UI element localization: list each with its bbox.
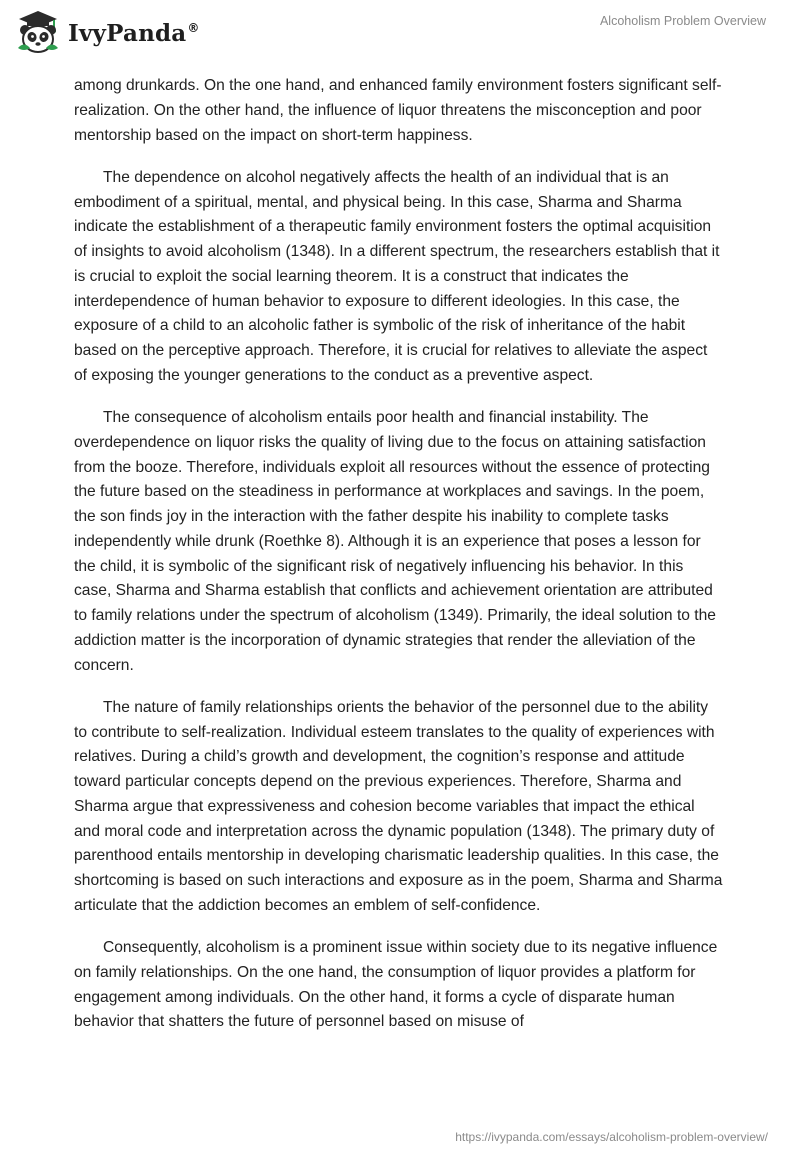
page-header	[0, 0, 800, 70]
panda-graduate-icon	[14, 8, 62, 56]
source-url-link[interactable]: https://ivypanda.com/essays/alcoholism-problem-overview/	[455, 1130, 768, 1144]
paragraph: The nature of family relationships orients the behavior of the personnel due to the ability to contribute to self-realization. Individual esteem translates to the quality of experiences with relatives. During a child’s growth and development, the cognition’s response and attitude toward particular concepts depend on the previous experiences. Therefore, Sharma and Sharma argue that expressiveness and cohesion become variables that impact the ethical and moral code and interpretation across the dynamic population (1348). The primary duty of parenthood entails mentorship in developing charismatic leadership qualities. In this case, the shortcoming is based on such interactions and exposure as in the poem, Sharma and Sharma articulate that the addiction becomes an emblem of self-confidence.	[74, 698, 723, 914]
brand-name: IvyPanda®	[68, 19, 200, 47]
essay-body	[74, 74, 724, 1053]
paragraph: The consequence of alcoholism entails poor health and financial instability. The overdependence on liquor risks the quality of living due to the focus on attaining satisfaction from the booze. Therefore, individuals exploit all resources without the essence of protecting the future based on the steadiness in performance at workplaces and savings. In the poem, the son finds joy in the interaction with the father despite his inability to complete tasks independently while drunk (Roethke 8). Although it is an experience that poses a lesson for the child, it is symbolic of the significant risk of negatively influencing his behavior. In this case, Sharma and Sharma establish that conflicts and achievement orientation are attributed to family relations under the spectrum of alcoholism (1349). Primarily, the ideal solution to the addiction matter is the incorporation of dynamic strategies that render the alleviation of the concern.	[74, 409, 716, 674]
ivypanda-logo[interactable]	[14, 6, 200, 58]
document-title: Alcoholism Problem Overview	[599, 14, 766, 28]
registered-mark: ®	[187, 20, 200, 35]
paragraph-continuation: among drunkards. On the one hand, and enhanced family environment fosters significant self-realization. On the other hand, the influence of liquor threatens the misconception and poor mentorship based on the impact on short-term happiness.	[74, 77, 722, 144]
paragraph: The dependence on alcohol negatively affects the health of an individual that is an embodiment of a spiritual, mental, and physical being. In this case, Sharma and Sharma indicate the establishment of a therapeutic family environment fosters the optimal acquisition of insights to avoid alcoholism (1348). In a different spectrum, the researchers establish that it is crucial to exploit the social learning theorem. It is a construct that indicates the interdependence of human behavior to exposure to different ideologies. In this case, the exposure of a child to an alcoholic father is symbolic of the risk of inheritance of the habit based on the perceptive approach. Therefore, it is crucial for relatives to alleviate the aspect of exposing the younger generations to the conduct as a preventive aspect.	[74, 168, 720, 384]
paragraph: Consequently, alcoholism is a prominent issue within society due to its negative influence on family relationships. On the one hand, the consumption of liquor provides a platform for engagement among individuals. On the other hand, it forms a cycle of disparate human behavior that shatters the future of personnel based on misuse of	[74, 939, 718, 1031]
